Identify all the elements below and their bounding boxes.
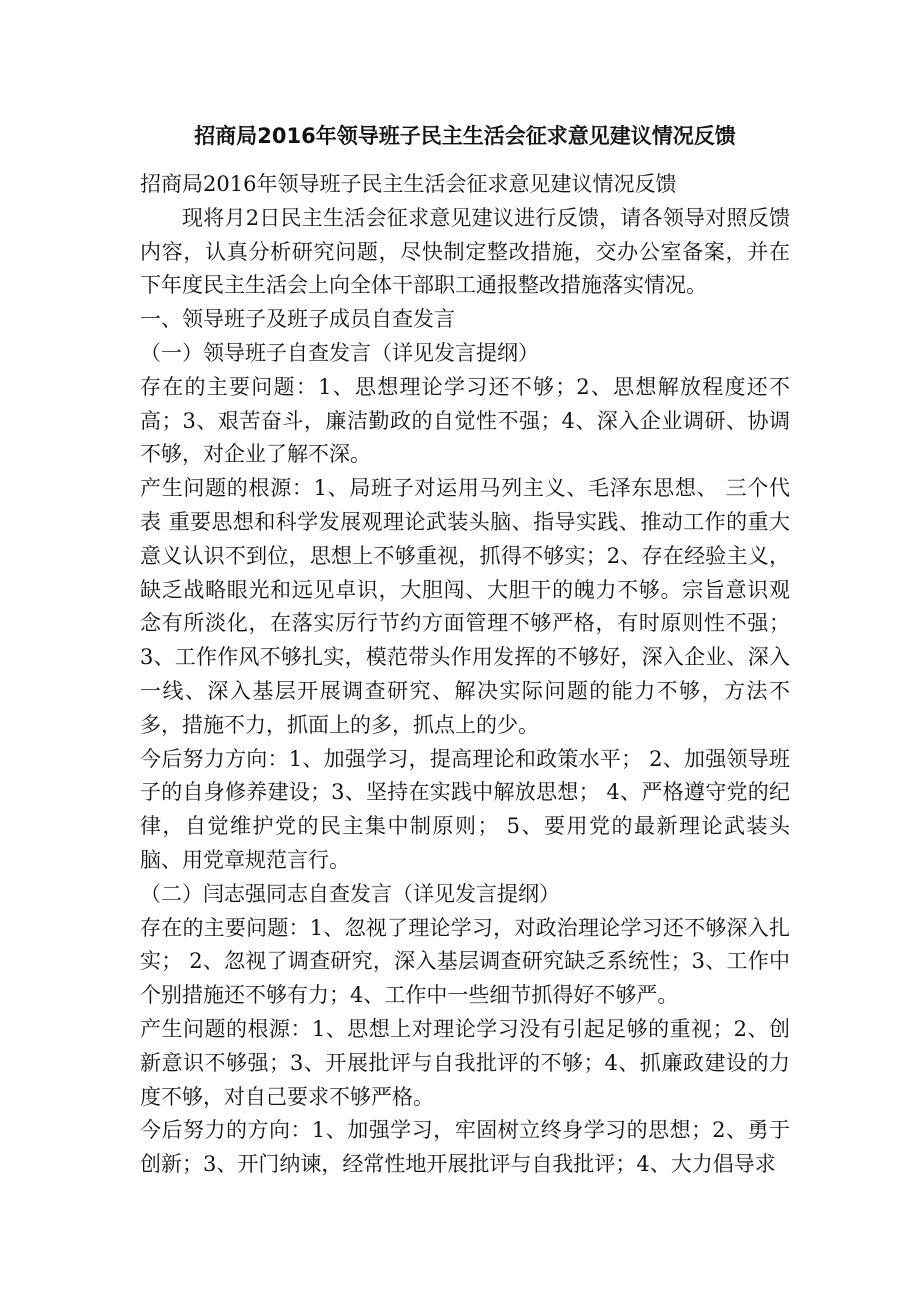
paragraph-root-causes-2: 产生问题的根源：1、思想上对理论学习没有引起足够的重视；2、创新意识不够强；3、开展批评与自我批评的不够；4、抓廉政建设的力度不够，对自己要求不够严格。 xyxy=(140,1016,790,1109)
subsection-heading-1: （一）领导班子自查发言（详见发言提纲） xyxy=(140,340,539,365)
document-title: 招商局2016年领导班子民主生活会征求意见建议情况反馈 xyxy=(194,124,736,148)
paragraph-root-causes-1: 产生问题的根源：1、局班子对运用马列主义、毛泽东思想、 三个代表 重要思想和科学发展观理论武装头脑、指导实践、推动工作的重大意义认识不到位，思想上不够重视，抓得不够实；2、存在经验主义，缺乏战略眼光和远见卓识，大胆闯、大胆干的魄力不够。宗旨意识观念有所淡化，在落实厉行节约方面管理不够严格，有时原则性不强；3、工作作风不够扎实，模范带头作用发挥的不够好，深入企业、深入一线、深入基层开展调查研究、解决实际问题的能力不够，方法不多，措施不力，抓面上的多，抓点上的少。 xyxy=(140,476,790,737)
subsection-heading-2: （二）闫志强同志自查发言（详见发言提纲） xyxy=(140,881,560,906)
paragraph-main-problems-2: 存在的主要问题：1、忽视了理论学习，对政治理论学习还不够深入扎实； 2、忽视了调查研究，深入基层调查研究缺乏系统性；3、工作中个别措施还不够有力；4、工作中一些细节抓得好不够严。 xyxy=(140,915,790,1008)
section-heading: 一、领导班子及班子成员自查发言 xyxy=(140,307,455,332)
paragraph-main-problems-1: 存在的主要问题：1、思想理论学习还不够；2、思想解放程度还不高；3、艰苦奋斗，廉洁勤政的自觉性不强；4、深入企业调研、协调不够，对企业了解不深。 xyxy=(140,374,790,467)
paragraph-future-direction-2: 今后努力的方向：1、加强学习，牢固树立终身学习的思想；2、勇于创新；3、开门纳谏，经常性地开展批评与自我批评；4、大力倡导求 xyxy=(140,1118,790,1177)
paragraph-future-direction-1: 今后努力方向：1、加强学习，提高理论和政策水平； 2、加强领导班子的自身修养建设；3、坚持在实践中解放思想； 4、严格遵守党的纪律，自觉维护党的民主集中制原则； 5、要用党的最新理论武装头脑、用党章规范言行。 xyxy=(140,746,790,872)
intro-paragraph: 现将月2日民主生活会征求意见建议进行反馈，请各领导对照反馈内容，认真分析研究问题，尽快制定整改措施，交办公室备案，并在下年度民主生活会上向全体干部职工通报整改措施落实情况。 xyxy=(140,205,790,298)
document-body xyxy=(140,118,790,1182)
document-subtitle: 招商局2016年领导班子民主生活会征求意见建议情况反馈 xyxy=(140,172,677,196)
